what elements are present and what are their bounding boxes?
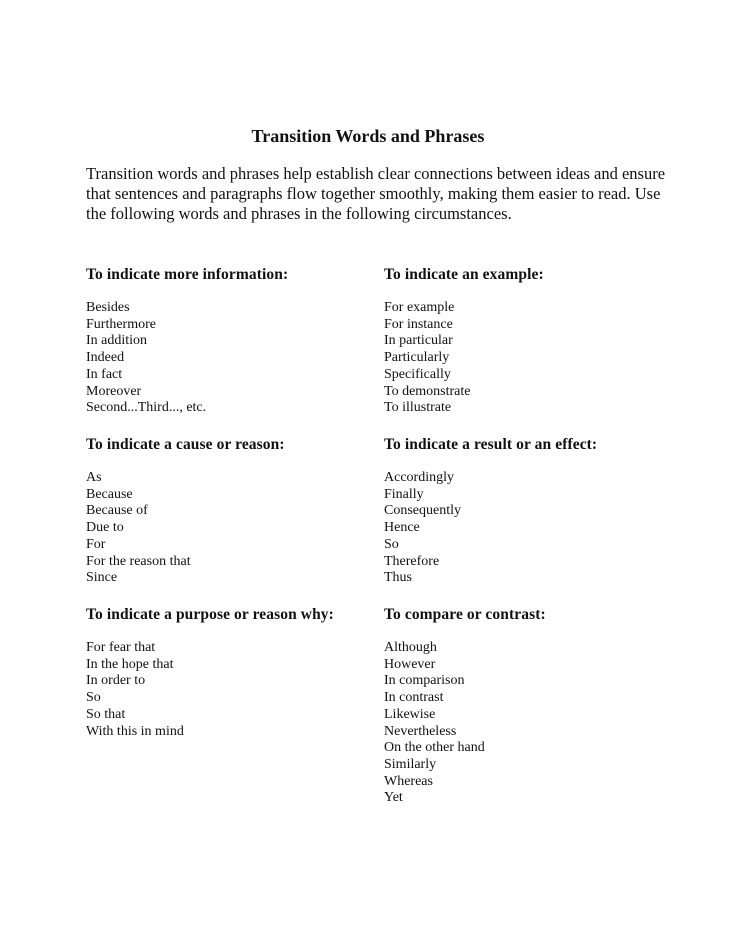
- list-item: Because of: [86, 503, 148, 519]
- list-item: Finally: [384, 486, 424, 502]
- list-item: Consequently: [384, 503, 461, 519]
- list-item: Nevertheless: [384, 723, 457, 739]
- list-item: Specifically: [384, 366, 451, 382]
- list-item: So: [384, 536, 399, 552]
- section-purpose-or-reason-why: [86, 606, 406, 740]
- section-heading: To compare or contrast:: [384, 606, 546, 623]
- word-list: [86, 300, 406, 417]
- list-item: Hence: [384, 520, 420, 536]
- word-list: [384, 300, 704, 417]
- list-item: In fact: [86, 366, 123, 382]
- list-item: Since: [86, 570, 118, 586]
- list-item: Particularly: [384, 350, 450, 366]
- word-list: [86, 470, 406, 587]
- list-item: Second...Third..., etc.: [86, 400, 207, 416]
- list-item: In order to: [86, 673, 146, 689]
- list-item: Whereas: [384, 773, 433, 789]
- list-item: So that: [86, 706, 126, 722]
- section-heading: To indicate an example:: [384, 266, 544, 283]
- list-item: Yet: [384, 790, 403, 806]
- list-item: In comparison: [384, 673, 465, 689]
- word-list: [384, 470, 704, 587]
- list-item: Similarly: [384, 756, 437, 772]
- list-item: In particular: [384, 333, 453, 349]
- list-item: Furthermore: [86, 316, 156, 332]
- word-list: [384, 640, 704, 807]
- section-heading: To indicate a result or an effect:: [384, 436, 598, 453]
- list-item: For the reason that: [86, 553, 191, 569]
- list-item: For: [86, 536, 106, 552]
- section-example: [384, 266, 704, 417]
- list-item: Because: [86, 486, 133, 502]
- list-item: Due to: [86, 520, 124, 536]
- section-heading: To indicate more information:: [86, 266, 289, 283]
- list-item: So: [86, 690, 101, 706]
- list-item: To illustrate: [384, 400, 452, 416]
- list-item: For fear that: [86, 640, 156, 655]
- list-item: To demonstrate: [384, 383, 471, 399]
- section-result-or-effect: [384, 436, 704, 587]
- list-item: In contrast: [384, 690, 444, 706]
- section-more-information: [86, 266, 406, 417]
- list-item: Although: [384, 640, 437, 655]
- section-heading: To indicate a cause or reason:: [86, 436, 285, 453]
- list-item: On the other hand: [384, 740, 485, 756]
- list-item: Besides: [86, 300, 130, 315]
- page-title: Transition Words and Phrases: [251, 126, 485, 146]
- list-item: Moreover: [86, 383, 142, 399]
- intro-paragraph: Transition words and phrases help establish clear connections between ideas and ensure that sentences and paragraphs flow together smoothly, making them easier to read. Use the following words and phrases in the following circumstances.: [86, 164, 666, 223]
- list-item: Accordingly: [384, 470, 454, 485]
- section-compare-or-contrast: [384, 606, 704, 807]
- list-item: For example: [384, 300, 455, 315]
- section-cause-or-reason: [86, 436, 406, 587]
- word-list: [86, 640, 406, 740]
- section-heading: To indicate a purpose or reason why:: [86, 606, 334, 623]
- list-item: Indeed: [86, 350, 125, 366]
- list-item: With this in mind: [86, 723, 184, 739]
- list-item: In the hope that: [86, 656, 174, 672]
- list-item: Thus: [384, 570, 412, 586]
- list-item: For instance: [384, 316, 453, 332]
- list-item: Likewise: [384, 706, 436, 722]
- list-item: In addition: [86, 333, 148, 349]
- list-item: Therefore: [384, 553, 440, 569]
- list-item: However: [384, 656, 436, 672]
- list-item: As: [86, 470, 102, 485]
